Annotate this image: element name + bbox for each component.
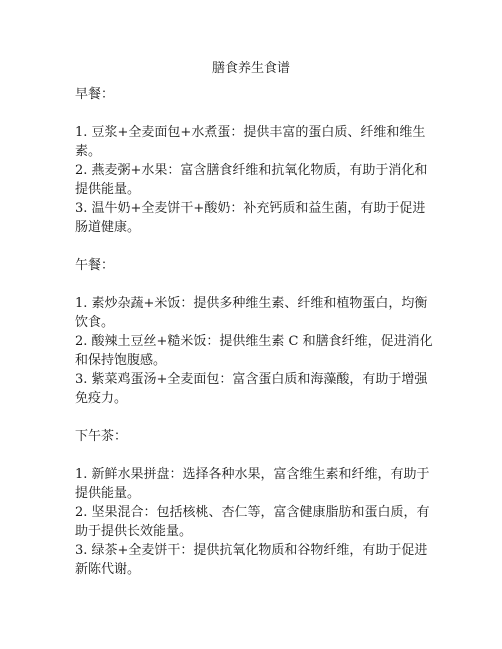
list-item: 2. 坚果混合：包括核桃、杏仁等，富含健康脂肪和蛋白质，有助于提供长效能量。 <box>75 505 430 539</box>
list-item: 1. 新鲜水果拼盘：选择各种水果，富含维生素和纤维，有助于提供能量。 <box>75 467 430 501</box>
section-heading: 午餐： <box>75 258 115 273</box>
document-title: 膳食养生食谱 <box>211 61 290 76</box>
list-item: 2. 酸辣土豆丝+糙米饭：提供维生素 C 和膳食纤维，促进消化和保持饱腹感。 <box>75 334 433 368</box>
list-item: 2. 燕麦粥+水果：富含膳食纤维和抗氧化物质，有助于消化和提供能量。 <box>75 163 428 197</box>
spacer <box>75 446 435 465</box>
document-body <box>75 85 435 579</box>
meal-list <box>75 123 435 237</box>
meal-list <box>75 294 435 408</box>
spacer <box>75 104 435 123</box>
list-item: 3. 温牛奶+全麦饼干+酸奶：补充钙质和益生菌，有助于促进肠道健康。 <box>75 201 426 235</box>
meal-list <box>75 465 435 579</box>
section-afternoon-tea <box>75 427 435 579</box>
spacer <box>75 237 435 256</box>
spacer <box>75 408 435 427</box>
list-item: 1. 素炒杂蔬+米饭：提供多种维生素、纤维和植物蛋白，均衡饮食。 <box>75 296 428 330</box>
list-item: 3. 绿茶+全麦饼干：提供抗氧化物质和谷物纤维，有助于促进新陈代谢。 <box>75 543 428 577</box>
section-heading: 早餐： <box>75 87 115 102</box>
list-item: 3. 紫菜鸡蛋汤+全麦面包：富含蛋白质和海藻酸，有助于增强免疫力。 <box>75 372 428 406</box>
section-breakfast <box>75 85 435 237</box>
section-lunch <box>75 256 435 408</box>
list-item: 1. 豆浆+全麦面包+水煮蛋：提供丰富的蛋白质、纤维和维生素。 <box>75 125 426 159</box>
spacer <box>75 275 435 294</box>
section-heading: 下午茶： <box>75 429 128 444</box>
